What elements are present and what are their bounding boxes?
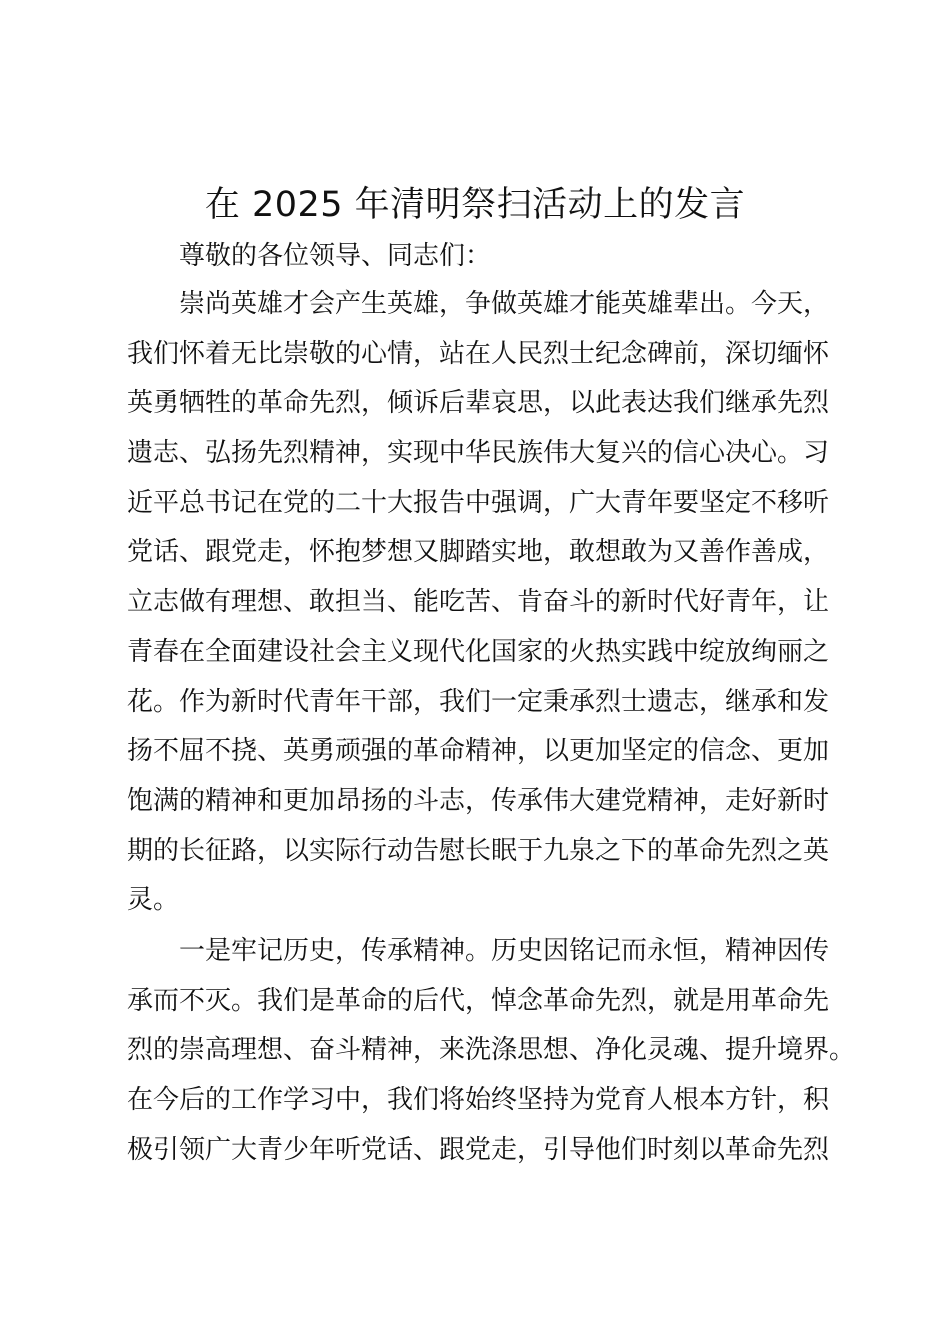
paragraph-line: 一是牢记历史，传承精神。历史因铭记而永恒，精神因传 — [179, 936, 830, 966]
paragraph-line: 灵。 — [127, 885, 180, 916]
paragraph-line: 期的长征路，以实际行动告慰长眠于九泉之下的革命先烈之英 — [127, 835, 830, 866]
greeting — [127, 232, 839, 282]
greeting-line: 尊敬的各位领导、同志们： — [179, 241, 492, 271]
paragraph-1 — [127, 280, 839, 926]
document-title: 在 2025 年清明祭扫活动上的发言 — [204, 185, 746, 225]
paragraph-line: 青春在全面建设社会主义现代化国家的火热实践中绽放绚丽之 — [127, 636, 830, 667]
paragraph-line: 近平总书记在党的二十大报告中强调，广大青年要坚定不移听 — [127, 487, 830, 518]
paragraph-line: 扬不屈不挠、英勇顽强的革命精神，以更加坚定的信念、更加 — [127, 736, 830, 767]
paragraph-line: 在今后的工作学习中，我们将始终坚持为党育人根本方针，积 — [127, 1085, 830, 1116]
paragraph-line: 立志做有理想、敢担当、能吃苦、肯奋斗的新时代好青年，让 — [127, 587, 830, 618]
paragraph-line: 党话、跟党走，怀抱梦想又脚踏实地，敢想敢为又善作善成， — [127, 537, 830, 568]
paragraph-line: 花。作为新时代青年干部，我们一定秉承烈士遗志，继承和发 — [127, 686, 830, 717]
paragraph-line: 我们怀着无比崇敬的心情，站在人民烈士纪念碑前，深切缅怀 — [127, 338, 830, 369]
paragraph-line: 英勇牺牲的革命先烈，倾诉后辈哀思，以此表达我们继承先烈 — [127, 388, 830, 419]
paragraph-line: 遗志、弘扬先烈精神，实现中华民族伟大复兴的信心决心。习 — [127, 438, 830, 469]
paragraph-2 — [127, 927, 856, 1175]
paragraph-line: 承而不灭。我们是革命的后代，悼念革命先烈，就是用革命先 — [127, 985, 830, 1016]
paragraph-line: 崇尚英雄才会产生英雄，争做英雄才能英雄辈出。今天， — [179, 289, 830, 319]
paragraph-line: 饱满的精神和更加昂扬的斗志，传承伟大建党精神，走好新时 — [127, 785, 830, 816]
paragraph-line: 烈的崇高理想、奋斗精神，来洗涤思想、净化灵魂、提升境界。 — [127, 1035, 856, 1066]
paragraph-line: 极引领广大青少年听党话、跟党走，引导他们时刻以革命先烈 — [127, 1134, 830, 1165]
